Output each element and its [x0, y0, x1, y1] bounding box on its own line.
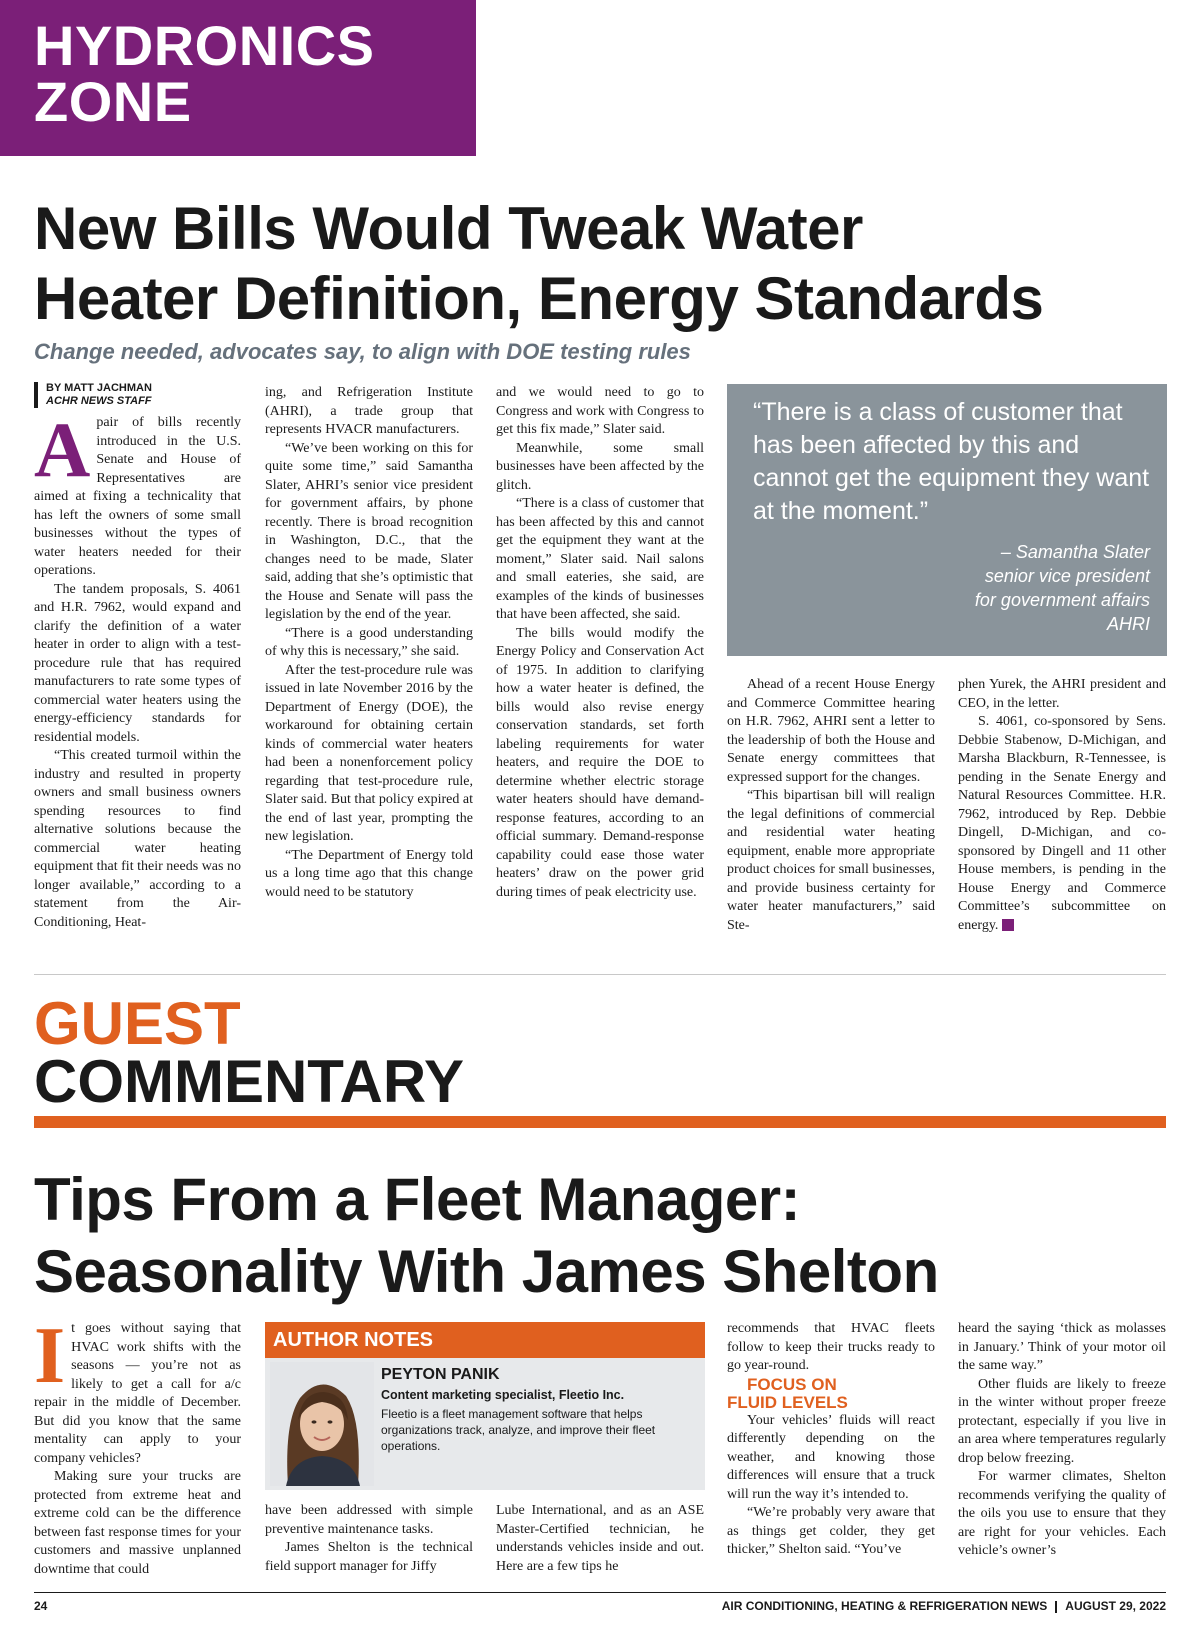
section-banner-title — [34, 14, 375, 133]
article2-paragraph: It goes without saying that HVAC work shifts with the seasons — you’re not as likely to get a call for a/c repair in the middle of December. But did you know that the same mentality can apply to your company vehicles? — [34, 1312, 241, 1466]
article1-column-3 — [496, 384, 704, 902]
footer-publication — [722, 1599, 1166, 1613]
article2-paragraph: “We’re probably very aware that as things get colder, they get thicker,” Shelton said. “You’ve — [727, 1505, 935, 1557]
guest-label: GUEST — [34, 990, 241, 1057]
footer-rule — [34, 1592, 1166, 1593]
article2-paragraph: have been addressed with simple preventive maintenance tasks. — [265, 1503, 473, 1537]
article1-paragraph: and we would need to go to Congress and work with Congress to get this fix made,” Slater said. — [496, 385, 704, 437]
byline — [34, 382, 152, 408]
article2-paragraph: Lube International, and as an ASE Master-Certified technician, he understands vehicles inside and out. Here are a few tips he — [496, 1503, 704, 1574]
article2-column-4 — [727, 1320, 935, 1560]
article1-column-5 — [958, 676, 1166, 935]
article2-paragraph: Your vehicles’ fluids will react differently depending on the weather, and knowing those differences will ensure that a truck will run the way it’s intended to. — [727, 1412, 935, 1502]
author-name: PEYTON PANIK — [381, 1366, 500, 1383]
article1-paragraph: “There is a class of customer that has been affected by this and cannot get the equipment they want at the moment,” Slater said. Nail salons and small eateries, she said, are examples of the kinds of businesses that have been affected, she said. — [496, 496, 704, 622]
article2-column-5 — [958, 1320, 1166, 1561]
article2-paragraph: Other fluids are likely to freeze in the winter without proper freeze protectant, especially if you live in an area where temperatures regularly drop below freezing. — [958, 1376, 1166, 1466]
article1-paragraph: phen Yurek, the AHRI president and CEO, in the letter. — [958, 677, 1166, 711]
page-number: 24 — [34, 1599, 48, 1613]
article2-column-3 — [496, 1502, 704, 1576]
article2-paragraph: James Shelton is the technical field support manager for Jiffy — [265, 1540, 473, 1574]
end-of-story-icon: N — [1002, 919, 1014, 931]
article1-paragraph: The bills would modify the Energy Policy and Conservation Act of 1975. In addition to clarifying how a water heater is defined, the bills would also revise energy conservation standards, set forth labeling requirements for water heaters, and require the DOE to determine whether electric storage water heaters should have demand-response features, according to an official summary. Demand-response capability could ease those water heaters’ draw on the power grid during times of peak electricity use. — [496, 625, 704, 900]
drop-cap: I — [34, 1312, 66, 1400]
author-photo-image — [270, 1362, 374, 1486]
section-banner-line1: HYDRONICS — [34, 14, 375, 77]
issue-date: AUGUST 29, 2022 — [1065, 1599, 1166, 1613]
article1-paragraph: Ahead of a recent House Energy and Commerce Committee hearing on H.R. 7962, AHRI sent a letter to the leadership of both the House and Senate energy committees that expressed support for the changes. — [727, 677, 935, 785]
publication-name: AIR CONDITIONING, HEATING & REFRIGERATION NEWS — [721, 1599, 1048, 1613]
article1-column-1 — [34, 406, 241, 932]
article1-headline: New Bills Would Tweak Water Heater Definition, Energy Standards — [34, 195, 1044, 332]
orange-rule — [34, 1116, 1166, 1128]
commentary-label: COMMENTARY — [34, 1048, 464, 1115]
article1-paragraph: “We’ve been working on this for quite some time,” said Samantha Slater, AHRI’s senior vice president for government affairs, by phone recently. There is broad recognition in Washington, D.C., that the changes need to be made, Slater said, adding that she’s optimistic that the House and Senate will pass the legislation by the end of the year. — [265, 440, 473, 622]
article2-headline: Tips From a Fleet Manager: Seasonality With James Shelton — [34, 1166, 939, 1305]
article1-paragraph: “There is a good understanding of why this is necessary,” she said. — [265, 625, 473, 659]
article1-paragraph: Meanwhile, some small businesses have been affected by the glitch. — [496, 440, 704, 493]
pull-quote-attribution: – Samantha Slater senior vice president for government affairs AHRI — [974, 542, 1150, 634]
article2-paragraph: recommends that HVAC fleets follow to keep their trucks ready to go year-round. — [727, 1321, 935, 1373]
article2-paragraph: Making sure your trucks are protected from extreme heat and extreme cold can be the difference between fast response times for your customers and massive unplanned downtime that could — [34, 1469, 241, 1577]
article1-paragraph: After the test-procedure rule was issued in late November 2016 by the Department of Energy (DOE), the workaround for obtaining certain kinds of commercial water heaters had been a nonenforcement policy regarding that test-procedure rule, Slater said. But that policy expired at the end of last year, prompting the new legislation. — [265, 662, 474, 844]
footer-separator — [1055, 1601, 1057, 1613]
section-banner-line2: ZONE — [34, 70, 192, 133]
article1-paragraph: The tandem proposals, S. 4061 and H.R. 7962, would expand and clarify the definition of a water heater in order to align with a test-procedure rule that has required manufacturers to rate some types of commercial water heaters using the energy-efficiency standards for residential models. — [34, 581, 241, 745]
article2-paragraph: For warmer climates, Shelton recommends verifying the quality of the oils you use to ensure that they are right for your vehicles. Each vehicle’s owner’s — [958, 1469, 1166, 1558]
article1-paragraph: S. 4061, co-sponsored by Sens. Debbie Stabenow, D-Michigan, and Marsha Blackburn, R-Tennessee, is pending in the Senate Energy and Natural Resources Committee. H.R. 7962, introduced by Rep. Debbie Dingell, D-Michigan, and co-sponsored by Dingell and 11 other House members, is pending in the House Energy and Commerce Committee’s subcommittee on energy. N — [958, 714, 1166, 933]
article1-paragraph: ing, and Refrigeration Institute (AHRI), a trade group that represents HVACR manufacturers. — [265, 385, 473, 437]
author-photo — [270, 1362, 374, 1486]
article1-paragraph: Apair of bills recently introduced in the U.S. Senate and House of Representatives are aimed at fixing a technicality that has left the owners of some small businesses without the types of water heaters needed for their operations. — [34, 406, 241, 578]
author-description: Fleetio is a fleet management software that helps organizations track, analyze, and improve their fleet operations. — [381, 1407, 656, 1453]
article1-paragraph: “This bipartisan bill will realign the legal definitions of commercial and residential water heating equipment, enable more appropriate product choices for small businesses, and provide business certainty for water heater manufacturers,” said Ste- — [727, 788, 936, 933]
article1-subhead: Change needed, advocates say, to align with DOE testing rules — [34, 339, 691, 364]
focus-subhead: FOCUS ON FLUID LEVELS — [727, 1374, 848, 1412]
byline-staff: ACHR NEWS STAFF — [46, 395, 152, 407]
article1-column-2 — [265, 384, 473, 902]
author-role: Content marketing specialist, Fleetio Inc. — [381, 1388, 625, 1402]
drop-cap: A — [34, 406, 91, 493]
article1-column-4 — [727, 676, 935, 935]
byline-author: BY MATT JACHMAN — [46, 382, 152, 394]
article2-column-1 — [34, 1312, 241, 1579]
article2-paragraph: heard the saying ‘thick as molasses in January.’ Think of your motor oil the same way.” — [958, 1321, 1166, 1373]
author-notes-label: AUTHOR NOTES — [273, 1329, 433, 1351]
section-divider — [34, 974, 1166, 975]
article1-paragraph: “The Department of Energy told us a long time ago that this change would need to be statutory — [265, 847, 473, 900]
article1-paragraph: “This created turmoil within the industry and resulted in property owners and small business owners spending resources to find alternative solutions because the commercial water heating equipment that fit their needs was no longer available,” according to a statement from the Air-Conditioning, Heat- — [34, 748, 241, 930]
pull-quote-text: “There is a class of customer that has been affected by this and cannot get the equipment they want at the moment.” — [753, 398, 1150, 525]
article2-column-2 — [265, 1502, 473, 1576]
